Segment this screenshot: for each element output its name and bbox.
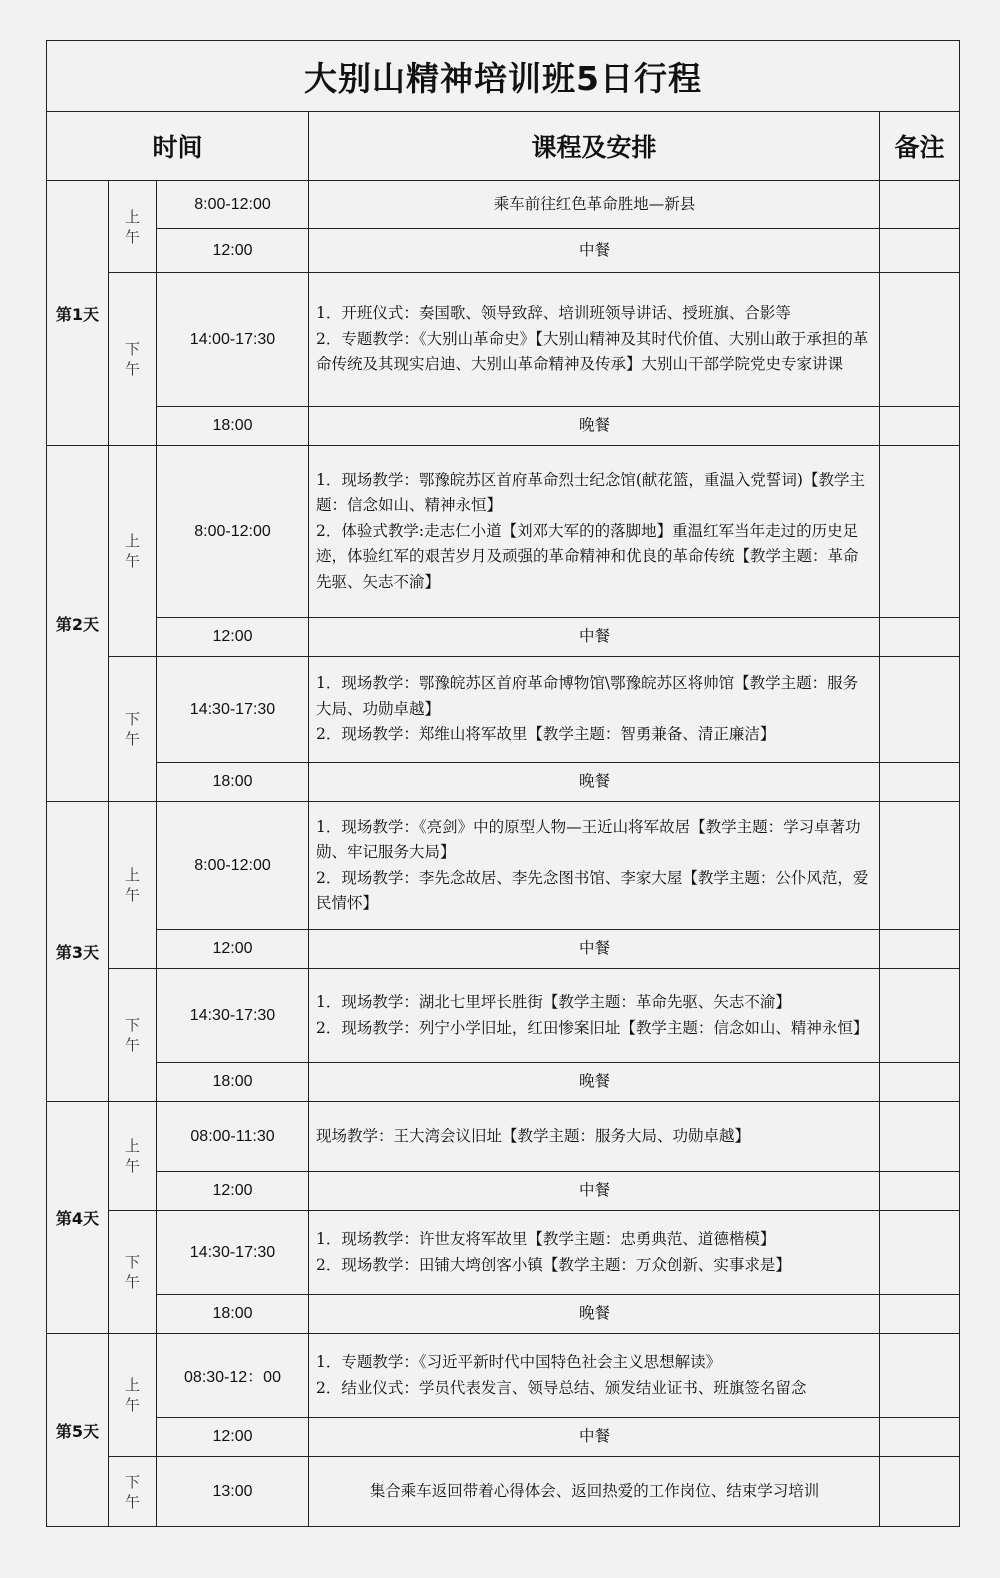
note-cell [880,763,960,802]
period-label-text: 下 午 [124,1253,140,1291]
course-cell [309,1063,880,1102]
schedule-row [47,969,960,1063]
course-line: 中餐 [578,939,610,958]
course-cell [309,1334,880,1418]
schedule-row [47,1295,960,1334]
note-cell [880,1418,960,1457]
note-cell [880,229,960,273]
period-label [109,1211,157,1334]
note-cell [880,446,960,618]
time-cell: 8:00-12:00 [157,181,309,229]
schedule-row [47,446,960,618]
day-label: 第2天 [47,446,109,802]
note-cell [880,407,960,446]
course-line: 2．体验式教学:走志仁小道【刘邓大军的的落脚地】重温红军当年走过的历史足迹，体验红军的艰苦岁月及顽强的革命精神和优良的革命传统【教学主题：革命先驱、矢志不渝】 [316,521,859,591]
period-label [109,1102,157,1211]
course-line: 2．现场教学：郑维山将军故里【教学主题：智勇兼备、清正廉洁】 [316,725,776,744]
course-line: 1．开班仪式：奏国歌、领导致辞、培训班领导讲话、授班旗、合影等 [316,304,791,323]
period-label [109,969,157,1102]
course-cell [309,273,880,407]
time-cell: 13:00 [157,1457,309,1527]
note-cell [880,618,960,657]
schedule-row [47,181,960,229]
course-cell [309,407,880,446]
header-course: 课程及安排 [309,112,880,181]
course-cell [309,229,880,273]
note-cell [880,181,960,229]
course-line: 中餐 [578,1427,610,1446]
schedule-row [47,763,960,802]
schedule-row [47,657,960,763]
period-label [109,657,157,802]
course-cell [309,657,880,763]
header-time: 时间 [47,112,309,181]
course-cell [309,618,880,657]
course-cell [309,1211,880,1295]
schedule-table [46,40,960,1527]
time-cell: 8:00-12:00 [157,802,309,930]
course-line: 晚餐 [578,1304,610,1323]
period-label [109,802,157,969]
course-line: 乘车前往红色革命胜地—新县 [493,194,696,213]
period-label [109,181,157,273]
period-label-text: 下 午 [124,340,140,378]
note-cell [880,1457,960,1527]
note-cell [880,1102,960,1172]
course-cell [309,1102,880,1172]
time-cell: 08:00-11:30 [157,1102,309,1172]
period-label-text: 上 午 [124,532,140,570]
time-cell: 08:30-12：00 [157,1334,309,1418]
course-cell [309,1418,880,1457]
day-label: 第3天 [47,802,109,1102]
schedule-row [47,1102,960,1172]
schedule-row [47,1334,960,1418]
course-cell [309,181,880,229]
time-cell: 14:00-17:30 [157,273,309,407]
period-label-text: 上 午 [124,1137,140,1175]
course-line: 现场教学：王大湾会议旧址【教学主题：服务大局、功勋卓越】 [316,1126,751,1145]
time-cell: 18:00 [157,1295,309,1334]
schedule-row [47,1063,960,1102]
course-line: 中餐 [578,240,610,259]
course-cell [309,930,880,969]
header-note: 备注 [880,112,960,181]
schedule-row [47,273,960,407]
course-cell [309,763,880,802]
note-cell [880,273,960,407]
time-cell: 18:00 [157,763,309,802]
course-line: 2．结业仪式：学员代表发言、领导总结、颁发结业证书、班旗签名留念 [316,1378,807,1397]
course-line: 1．现场教学：鄂豫皖苏区首府革命烈士纪念馆(献花篮，重温入党誓词)【教学主题：信念如山、精神永恒】 [316,470,865,515]
note-cell [880,1063,960,1102]
period-label-text: 上 午 [124,207,140,246]
course-line: 1．现场教学：《亮剑》中的原型人物—王近山将军故居【教学主题：学习卓著功勋、牢记服务大局】 [316,817,861,861]
course-line: 1．现场教学：许世友将军故里【教学主题：忠勇典范、道德楷模】 [316,1230,776,1248]
course-line: 中餐 [578,1181,610,1200]
course-line: 晚餐 [578,772,610,791]
schedule-row [47,802,960,930]
page-title: 大别山精神培训班5日行程 [47,41,960,112]
schedule-row [47,1211,960,1295]
schedule-row [47,930,960,969]
day-label: 第5天 [47,1334,109,1527]
course-line: 2．专题教学：《大别山革命史》【大别山精神及其时代价值、大别山敢于承担的革命传统及其现实启迪、大别山革命精神及传承】大别山干部学院党史专家讲课 [316,329,869,374]
note-cell [880,802,960,930]
course-cell [309,446,880,618]
time-cell: 14:30-17:30 [157,1211,309,1295]
course-cell [309,1457,880,1527]
course-cell [309,1172,880,1211]
period-label-text: 上 午 [124,1376,140,1414]
course-cell [309,802,880,930]
note-cell [880,1172,960,1211]
course-cell [309,969,880,1063]
period-label-text: 下 午 [124,710,140,748]
time-cell: 14:30-17:30 [157,969,309,1063]
course-line: 2．现场教学：田铺大塆创客小镇【教学主题：万众创新、实事求是】 [316,1255,791,1274]
period-label-text: 下 午 [124,1472,140,1511]
schedule-row [47,229,960,273]
course-line: 晚餐 [578,1072,610,1091]
period-label [109,446,157,657]
course-line: 2．现场教学：列宁小学旧址，红田惨案旧址【教学主题：信念如山、精神永恒】 [316,1018,869,1037]
day-label: 第4天 [47,1102,109,1334]
period-label [109,1334,157,1457]
note-cell [880,930,960,969]
time-cell: 18:00 [157,407,309,446]
note-cell [880,969,960,1063]
period-label-text: 上 午 [124,866,140,904]
course-cell [309,1295,880,1334]
note-cell [880,1334,960,1418]
time-cell: 12:00 [157,229,309,273]
time-cell: 12:00 [157,618,309,657]
day-label: 第1天 [47,181,109,446]
course-line: 中餐 [578,627,610,646]
time-cell: 14:30-17:30 [157,657,309,763]
schedule-row [47,407,960,446]
schedule-row [47,1172,960,1211]
course-line: 2．现场教学：李先念故居、李先念图书馆、李家大屋【教学主题：公仆风范，爱民情怀】 [316,868,869,912]
period-label-text: 下 午 [124,1016,140,1054]
period-label [109,273,157,446]
note-cell [880,1211,960,1295]
period-label [109,1457,157,1527]
schedule-row [47,1457,960,1527]
time-cell: 18:00 [157,1063,309,1102]
schedule-row [47,1418,960,1457]
course-line: 集合乘车返回带着心得体会、返回热爱的工作岗位、结束学习培训 [369,1481,820,1500]
time-cell: 12:00 [157,1418,309,1457]
schedule-row [47,618,960,657]
time-cell: 12:00 [157,930,309,969]
note-cell [880,657,960,763]
time-cell: 12:00 [157,1172,309,1211]
time-cell: 8:00-12:00 [157,446,309,618]
course-line: 1．现场教学：湖北七里坪长胜街【教学主题：革命先驱、矢志不渝】 [316,993,791,1011]
course-line: 晚餐 [578,416,610,435]
note-cell [880,1295,960,1334]
course-line: 1．专题教学：《习近平新时代中国特色社会主义思想解读》 [316,1353,722,1371]
course-line: 1．现场教学：鄂豫皖苏区首府革命博物馆\鄂豫皖苏区将帅馆【教学主题：服务大局、功勋卓越】 [316,674,859,718]
